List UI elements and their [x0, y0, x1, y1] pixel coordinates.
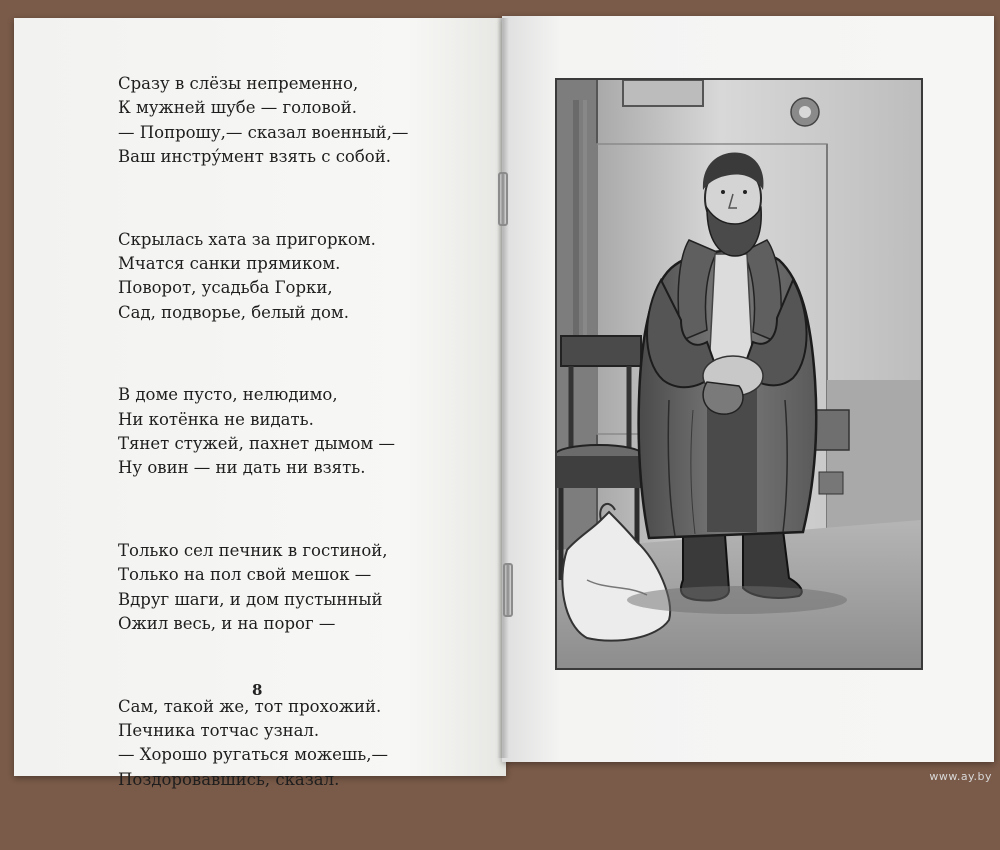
poem-line: Сад, подворье, белый дом.: [118, 302, 349, 322]
poem-text: [118, 72, 478, 850]
poem-line: Только сел печник в гостиной,: [118, 540, 388, 560]
poem-line: Печника тотчас узнал.: [118, 720, 320, 740]
stanza: [118, 383, 478, 481]
poem-line: Ожил весь, и на порог —: [118, 614, 336, 634]
poem-line: Сразу в слёзы непременно,: [118, 74, 359, 93]
illustration-frame: [555, 78, 923, 670]
book-gutter: [497, 18, 509, 758]
poem-line: — Хорошо ругаться можешь,—: [118, 745, 388, 765]
poem-line: Ваш инстру́мент взять с собой.: [118, 147, 391, 167]
poem-line: Вдруг шаги, и дом пустынный: [118, 589, 383, 609]
poem-line: Тянет стужей, пахнет дымом —: [118, 434, 395, 454]
poem-line: Ни котёнка не видать.: [118, 409, 314, 429]
staple-bottom: [503, 563, 513, 617]
poem-line: Только на пол свой мешок —: [118, 565, 372, 585]
staple-top: [498, 172, 508, 226]
poem-line: Поворот, усадьба Горки,: [118, 278, 333, 298]
watermark: www.ay.by: [929, 770, 992, 783]
stove-maker-illustration: [557, 80, 921, 668]
stanza: [118, 228, 478, 326]
poem-line: Ну овин — ни дать ни взять.: [118, 458, 366, 478]
poem-line: — Попрошу,— сказал военный,—: [118, 122, 409, 142]
stanza: [118, 695, 478, 793]
page-number: 8: [252, 681, 263, 699]
stanza: [118, 539, 478, 637]
poem-line: В доме пусто, нелюдимо,: [118, 385, 338, 405]
poem-line: Поздоровавшись, сказал.: [118, 769, 340, 789]
poem-line: Сам, такой же, тот прохожий.: [118, 696, 382, 716]
poem-line: Мчатся санки прямиком.: [118, 254, 341, 274]
poem-line: Скрылась хата за пригорком.: [118, 229, 376, 249]
stanza: [118, 72, 478, 170]
poem-line: К мужней шубе — головой.: [118, 98, 357, 118]
